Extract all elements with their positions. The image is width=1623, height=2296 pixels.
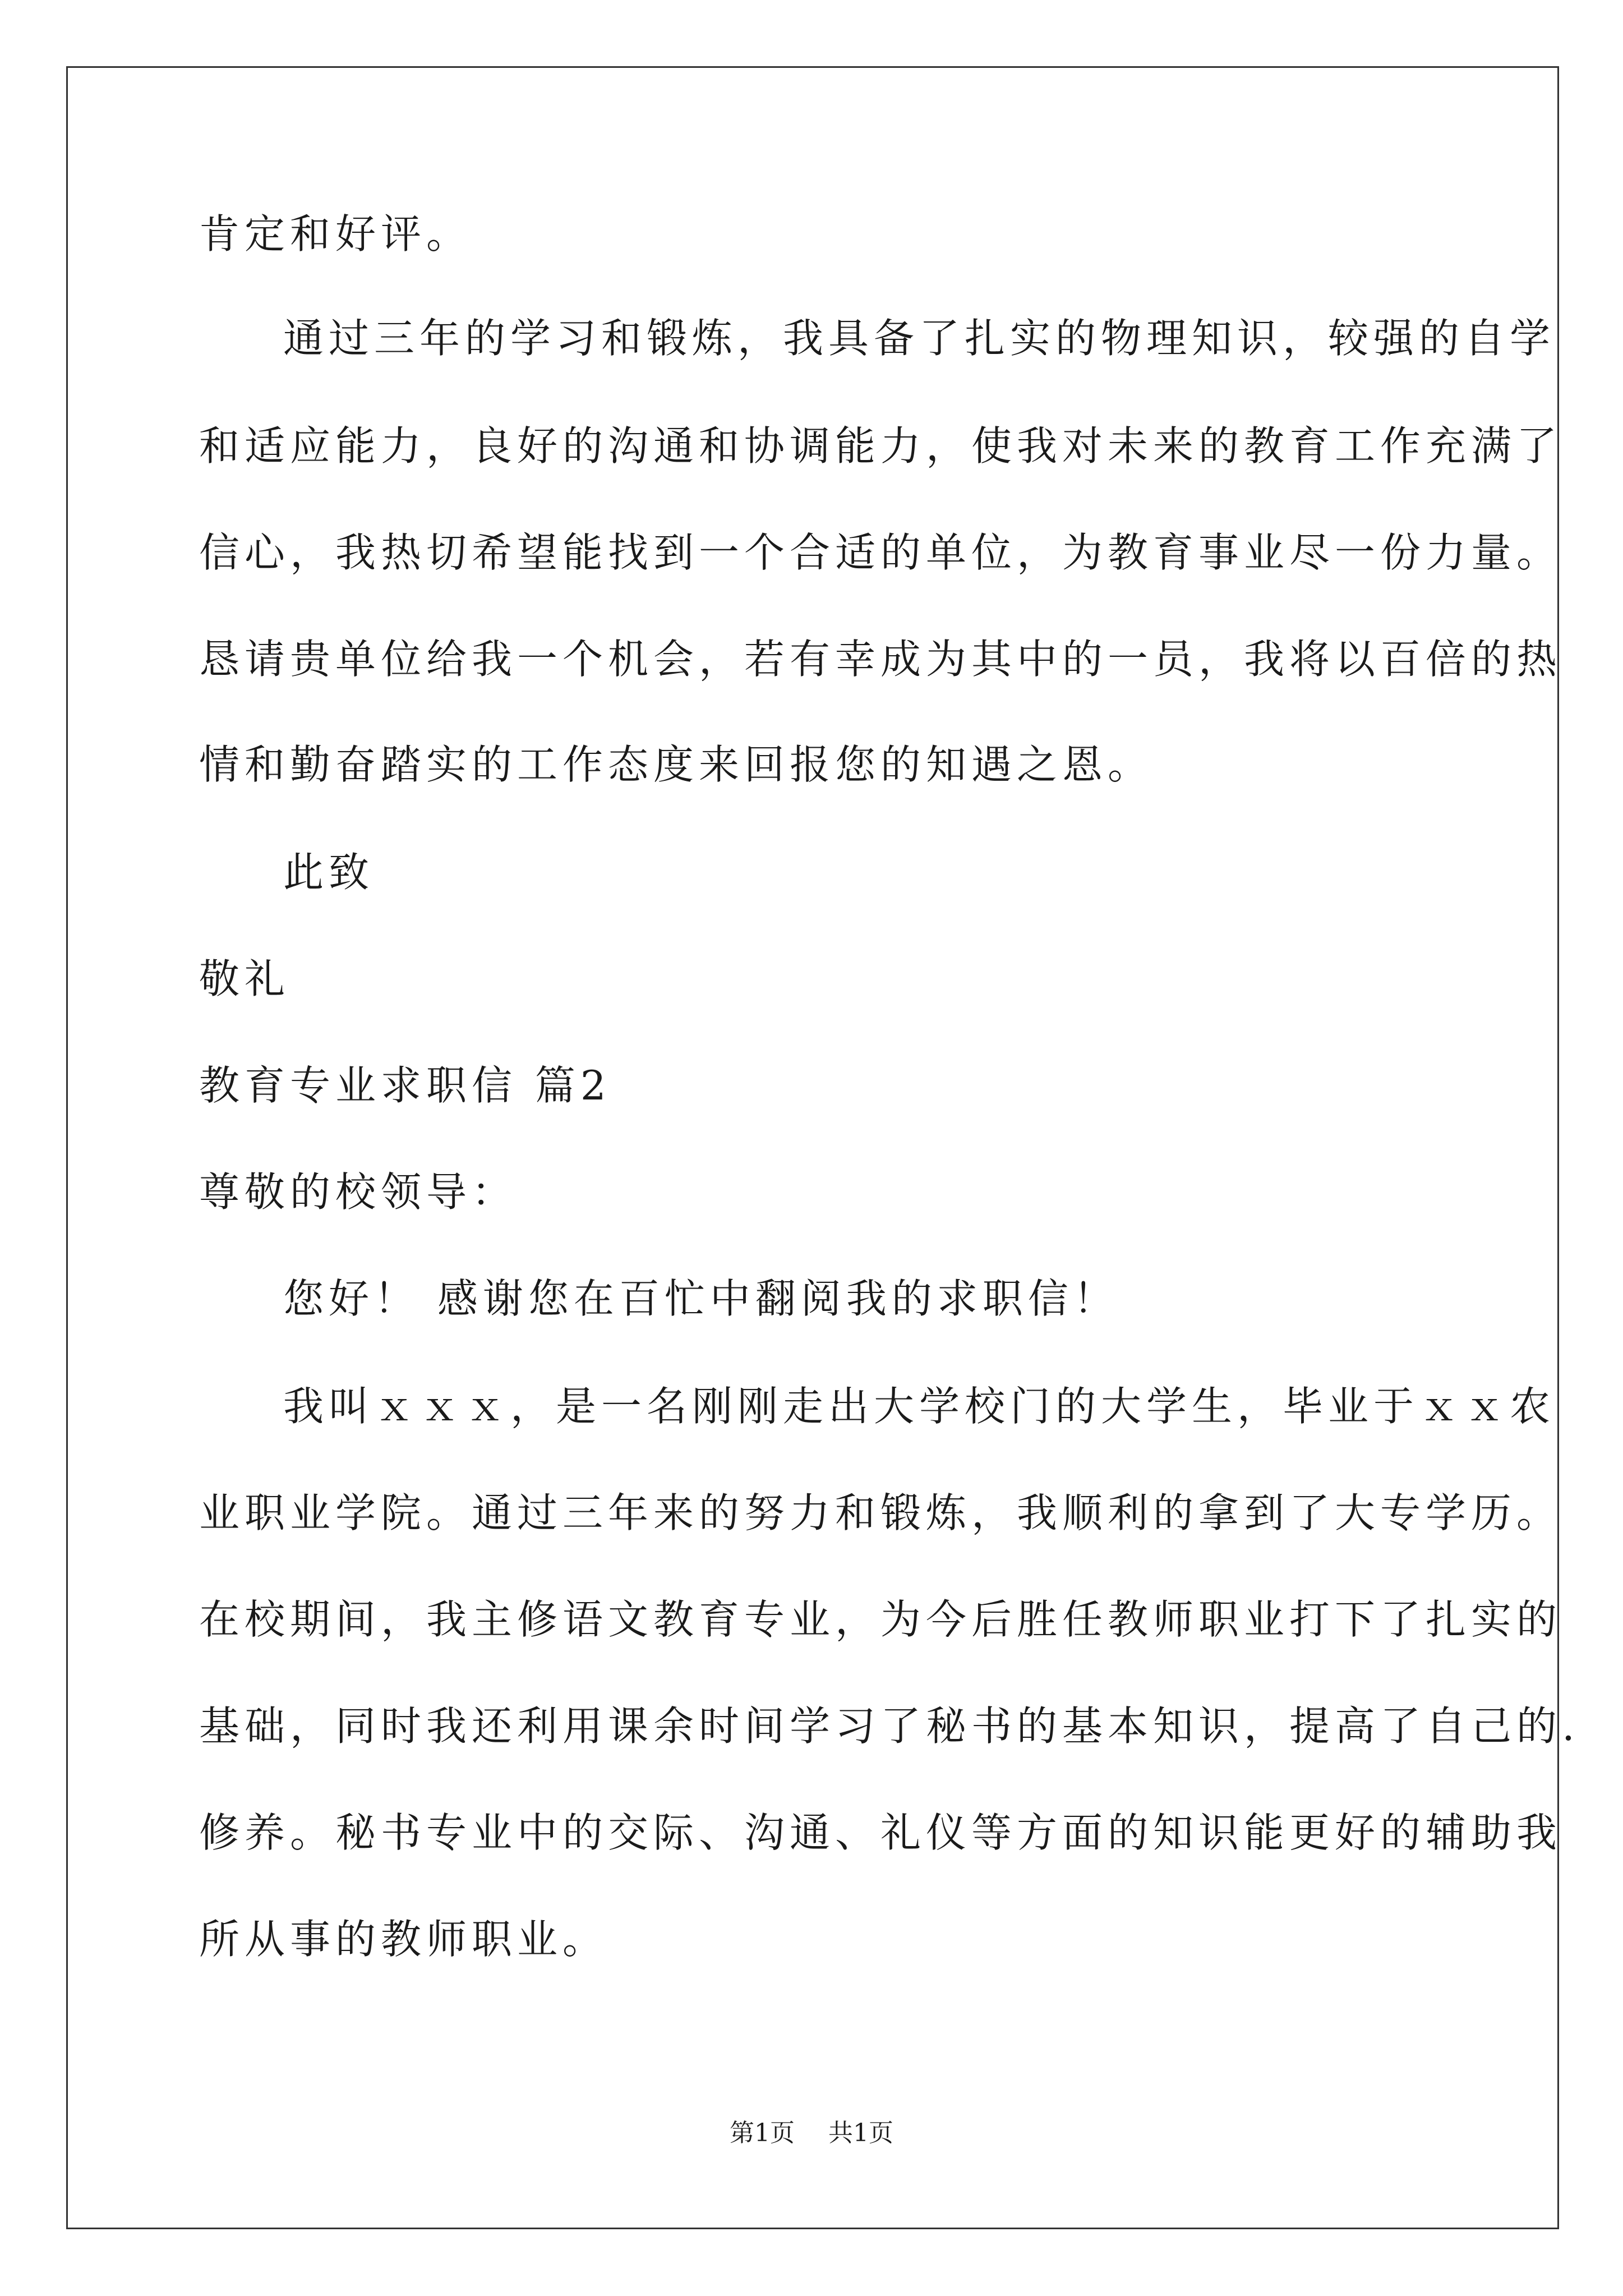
text-line: 修养。秘书专业中的交际、沟通、礼仪等方面的知识能更好的辅助我 (199, 1809, 1562, 1856)
greeting: 尊敬的校领导： (199, 1168, 518, 1216)
text-line: 您好！ 感谢您在百忙中翻阅我的求职信！ (283, 1275, 1119, 1322)
text-line: 信心，我热切希望能找到一个合适的单位，为教育事业尽一份力量。 (199, 529, 1562, 576)
text-line: 所从事的教师职业。 (199, 1916, 608, 1963)
text-line: 恳请贵单位给我一个机会，若有幸成为其中的一员，我将以百倍的热 (199, 636, 1562, 683)
text-line: 我叫ｘｘｘ，是一名刚刚走出大学校门的大学生，毕业于ｘｘ农 (283, 1383, 1556, 1430)
closing-salutation: 此致 (283, 849, 375, 896)
text-line: 肯定和好评。 (199, 210, 472, 257)
page-number-current: 第1页 (730, 2119, 795, 2147)
text-line: 业职业学院。通过三年来的努力和锻炼，我顺利的拿到了大专学历。 (199, 1489, 1562, 1536)
text-line: 情和勤奋踏实的工作态度来回报您的知遇之恩。 (199, 741, 1154, 788)
text-line: 和适应能力，良好的沟通和协调能力，使我对未来的教育工作充满了 (199, 422, 1562, 470)
text-line: 基础，同时我还利用课余时间学习了秘书的基本知识，提高了自己的. (199, 1703, 1580, 1750)
page-border (66, 66, 1580, 2229)
section-heading: 教育专业求职信 篇2 (199, 1062, 611, 1109)
closing-regards: 敬礼 (199, 955, 291, 1002)
page-number-total: 共1页 (828, 2119, 893, 2147)
page-footer (0, 2116, 1623, 2150)
text-line: 通过三年的学习和锻炼，我具备了扎实的物理知识，较强的自学 (283, 315, 1556, 362)
text-line: 在校期间，我主修语文教育专业，为今后胜任教师职业打下了扎实的 (199, 1596, 1562, 1643)
